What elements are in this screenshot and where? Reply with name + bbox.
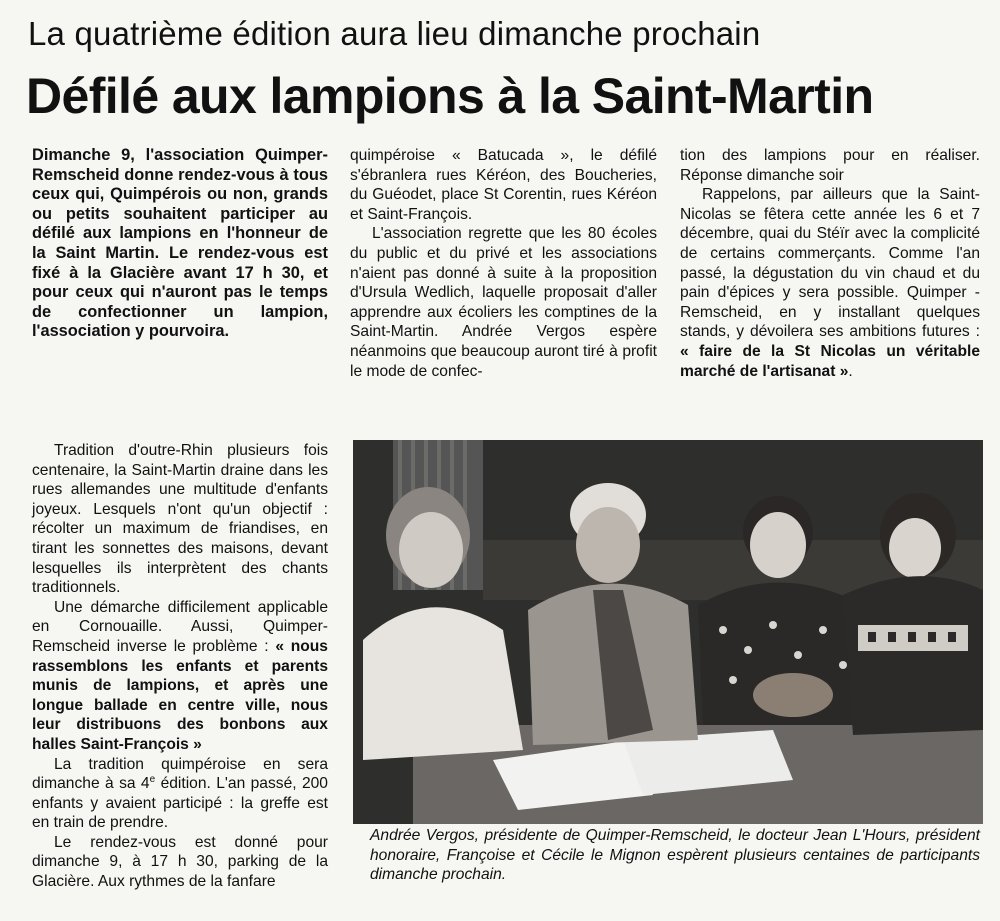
paragraph <box>32 598 328 755</box>
paragraph: L'association regrette que les 80 écoles du public et du privé et les associations n'aient pas donné à suite à la proposition d'Ursula Wedlich, laquelle proposait d'aller apprendre aux écoliers les comptines de la Saint-Martin. Andrée Vergos espère néanmoins que beaucoup auront tiré à profit le mode de confec- <box>350 225 657 380</box>
paragraph-text: Rappelons, par ailleurs que la Saint-Nicolas se fêtera cette année les 6 et 7 décembre, quai du Stéïr avec la complicité de certains commerçants. Comme l'an passé, la dégustation du vin chaud et du pain d'épices y sera possible. Quimper -Remscheid, en y installant quelques stands, y dévoilera ses ambitions futures : <box>680 186 980 341</box>
article-headline: Défilé aux lampions à la Saint-Martin <box>26 68 874 124</box>
quote-bold: « faire de la St Nicolas un véritable marché de l'artisanat » <box>680 342 980 380</box>
column-2 <box>350 146 657 381</box>
article-photo <box>353 440 983 824</box>
paragraph-text: . <box>848 362 853 380</box>
paragraph <box>32 755 328 833</box>
lead-paragraph-block <box>32 146 328 342</box>
superscript: e <box>149 773 156 785</box>
column-3 <box>680 146 980 381</box>
paragraph-text: édition. L'an passé, 200 enfants y avaient participé : la greffe est en train de prendre. <box>32 775 328 832</box>
quote-bold: « nous rassemblons les enfants et parents munis de lampions, et après une longue ballade en centre ville, nous leur distribuons des bonbons aux halles Saint-François » <box>32 637 328 753</box>
paragraph-text: Une démarche difficilement applicable en Cornouaille. Aussi, Quimper-Remscheid inverse le problème : <box>32 598 328 655</box>
lead-paragraph: Dimanche 9, l'association Quimper-Remscheid donne rendez-vous à tous ceux qui, Quimpérois ou non, grands ou petits souhaitent participer au défilé aux lampions en l'honneur de la Saint Martin. Le rendez-vous est fixé à la Glacière avant 17 h 30, et pour ceux qui n'auront pas le temps de confectionner un lampion, l'association y pourvoira. <box>32 146 328 341</box>
photo-caption: Andrée Vergos, présidente de Quimper-Remscheid, le docteur Jean L'Hours, président honoraire, Françoise et Cécile le Mignon espèrent plusieurs centaines de participants dimanche prochain. <box>370 827 980 884</box>
paragraph: quimpéroise « Batucada », le défilé s'ébranlera rues Kéréon, des Boucheries, du Guéodet, place St Corentin, rues Kéréon et Saint-François. <box>350 147 657 223</box>
paragraph-text: La tradition quimpéroise en sera dimanche à sa 4 <box>32 755 328 793</box>
article-kicker: La quatrième édition aura lieu dimanche prochain <box>28 15 761 52</box>
paragraph: Tradition d'outre-Rhin plusieurs fois centenaire, la Saint-Martin draine dans les rues allemandes une multitude d'enfants joyeux. Lesquels n'ont qu'un objectif : récolter un maximum de friandises, en tirant les sonnettes des maisons, devant lesquelles ils interprètent des chants traditionnels. <box>32 442 328 597</box>
paragraph: tion des lampions pour en réaliser. Réponse dimanche soir <box>680 147 980 184</box>
paragraph <box>680 185 980 381</box>
column-1 <box>32 441 328 892</box>
paragraph: Le rendez-vous est donné pour dimanche 9, à 17 h 30, parking de la Glacière. Aux rythmes de la fanfare <box>32 833 328 891</box>
photo-illustration <box>353 440 983 824</box>
